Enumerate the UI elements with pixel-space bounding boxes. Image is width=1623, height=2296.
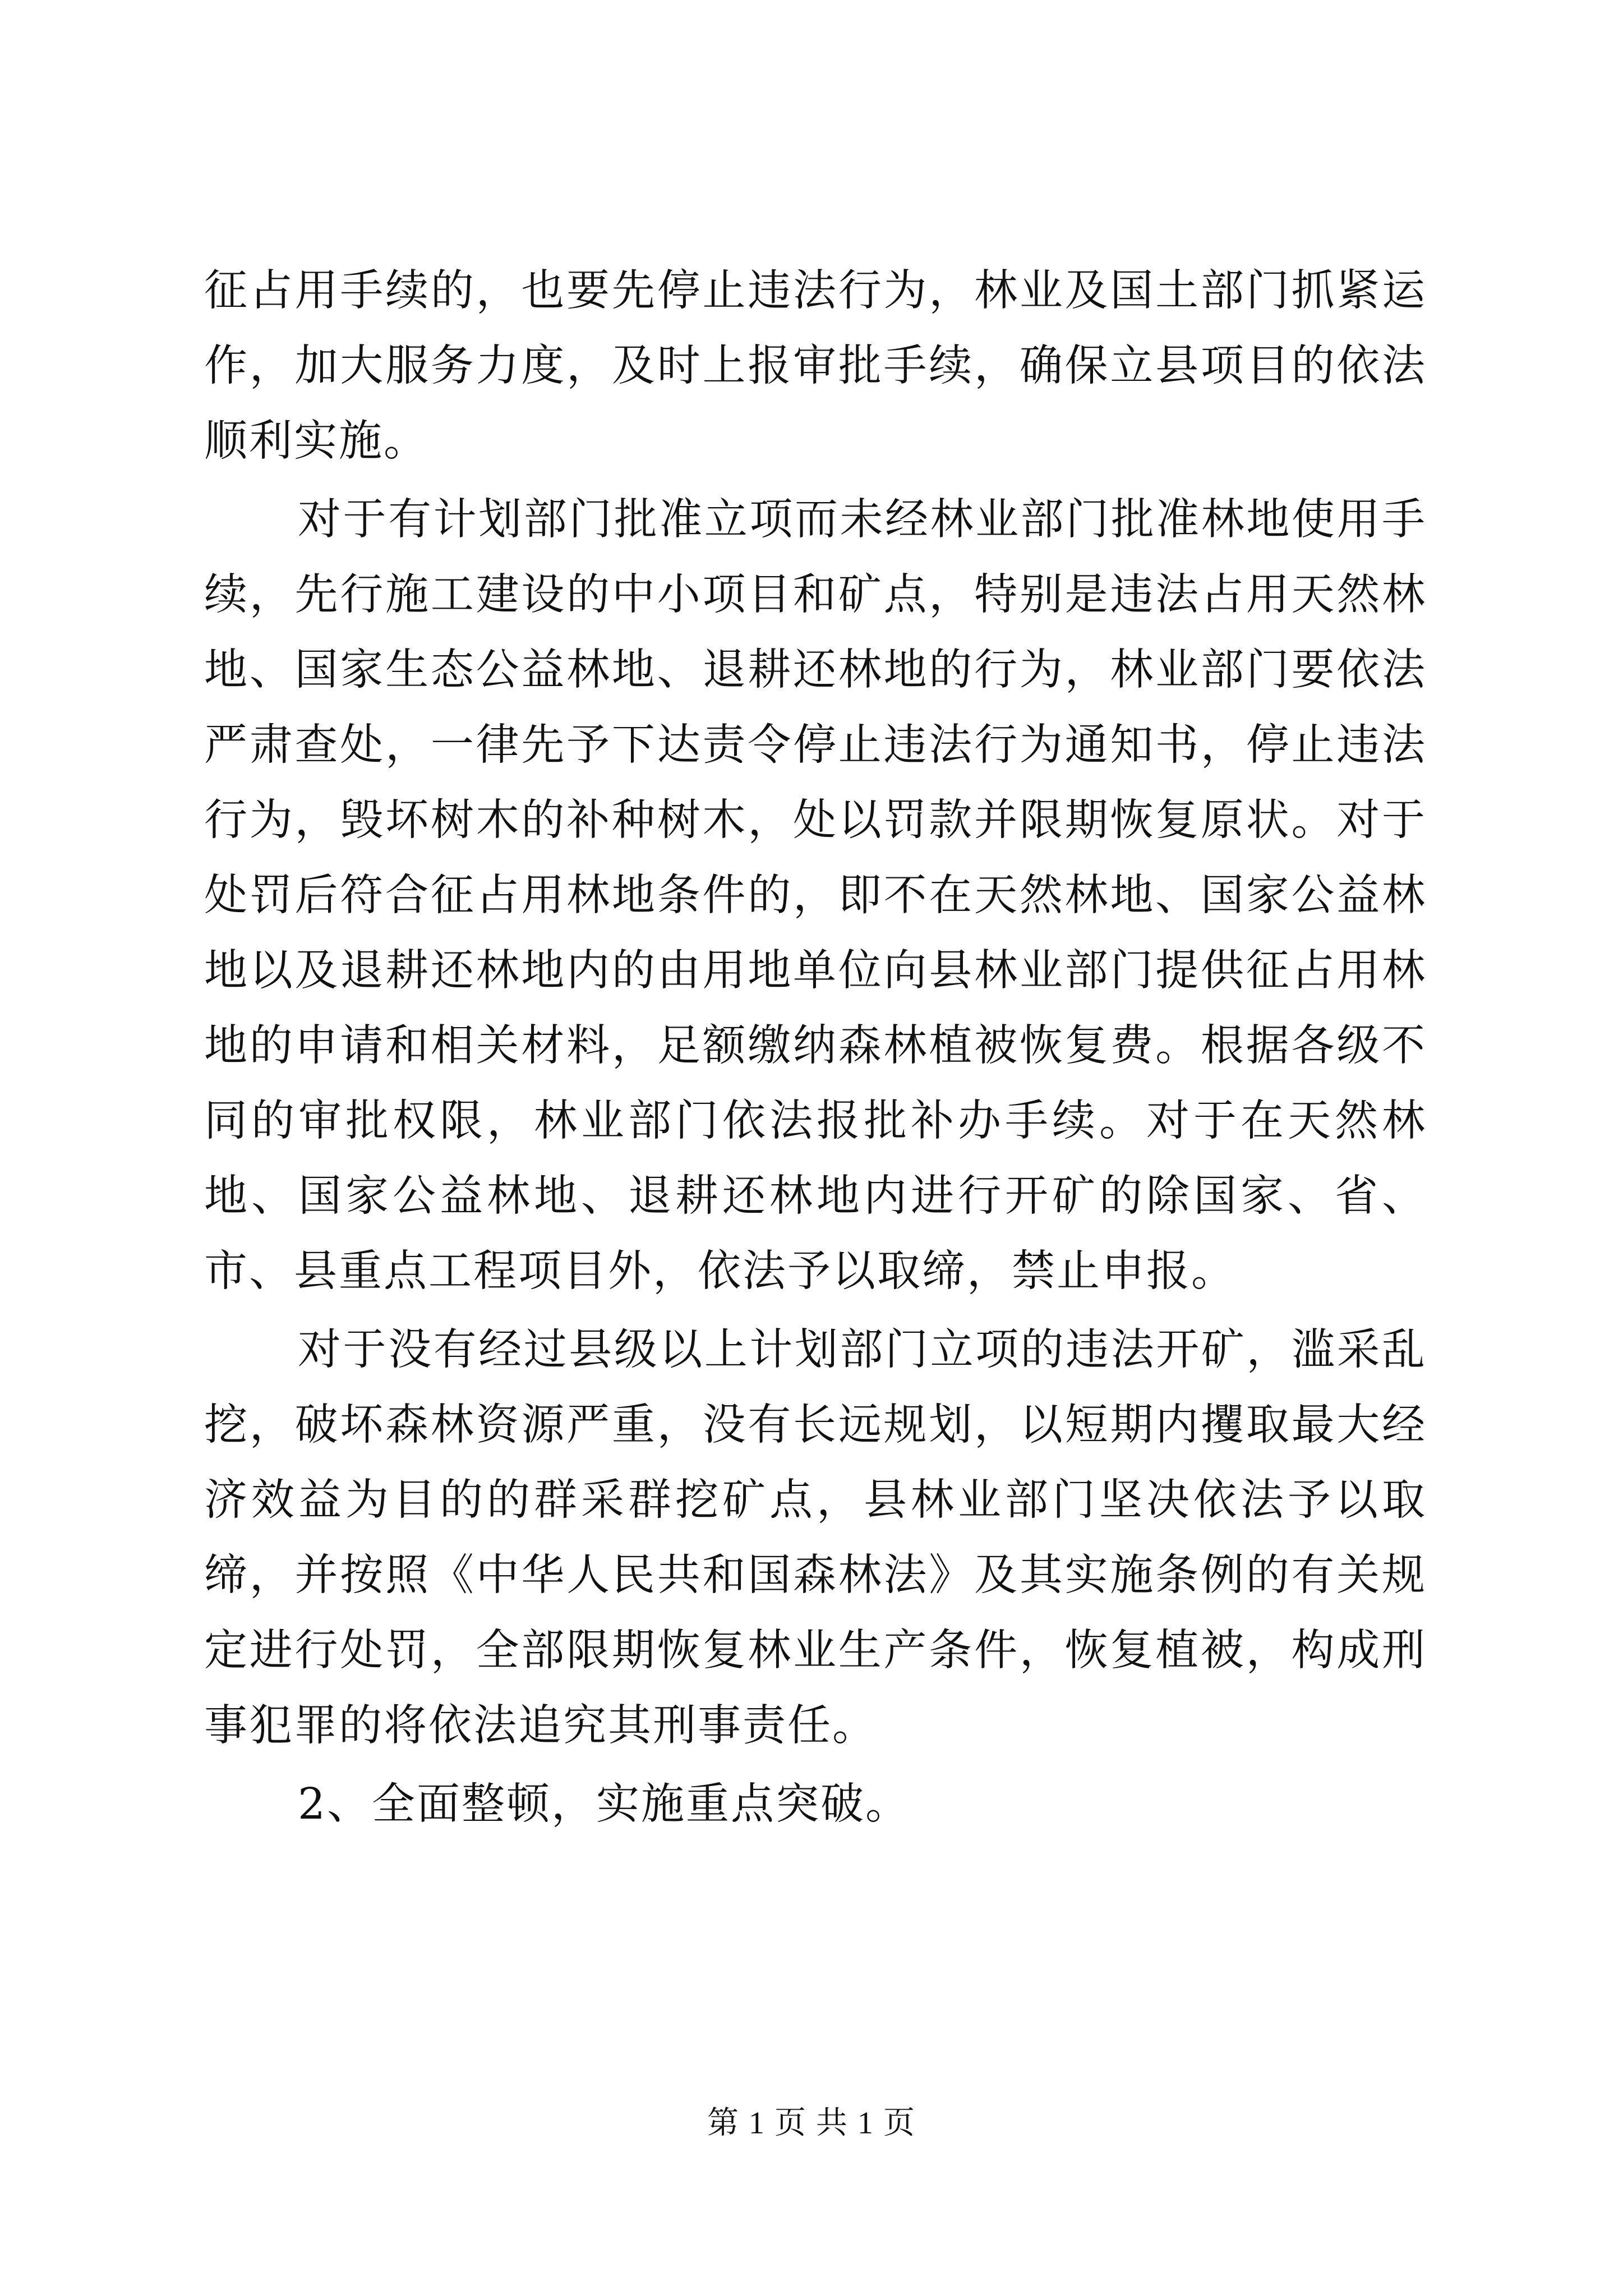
page-footer: 第 1 页 共 1 页 [707, 2106, 916, 2141]
paragraph-project-approval: 对于有计划部门批准立项而未经林业部门批准林地使用手续，先行施工建设的中小项目和矿点，特别是违法占用天然林地、国家生态公益林地、退耕还林地的行为，林业部门要依法严肃查处，一律先予下达责令停止违法行为通知书，停止违法行为，毁坏树木的补种树木，处以罚款并限期恢复原状。对于处罚后符合征占用林地条件的，即不在天然林地、国家公益林地以及退耕还林地内的由用地单位向县林业部门提供征占用林地的申请和相关材料，足额缴纳森林植被恢复费。根据各级不同的审批权限，林业部门依法报批补办手续。对于在天然林地、国家公益林地、退耕还林地内进行开矿的除国家、省、市、县重点工程项目外，依法予以取缔，禁止申报。 [204, 495, 1427, 1296]
document-body [204, 254, 1427, 1842]
paragraph-section-heading: 2、全面整顿，实施重点突破。 [298, 1779, 910, 1829]
paragraph-continuation: 征占用手续的，也要先停止违法行为，林业及国土部门抓紧运作，加大服务力度，及时上报审批手续，确保立县项目的依法顺利实施。 [204, 266, 1427, 466]
paragraph-illegal-mining: 对于没有经过县级以上计划部门立项的违法开矿，滥采乱挖，破坏森林资源严重，没有长远规划，以短期内攫取最大经济效益为目的的群采群挖矿点，县林业部门坚决依法予以取缔，并按照《中华人民共和国森林法》及其实施条例的有关规定进行处罚，全部限期恢复林业生产条件，恢复植被，构成刑事犯罪的将依法追究其刑事责任。 [204, 1325, 1427, 1751]
